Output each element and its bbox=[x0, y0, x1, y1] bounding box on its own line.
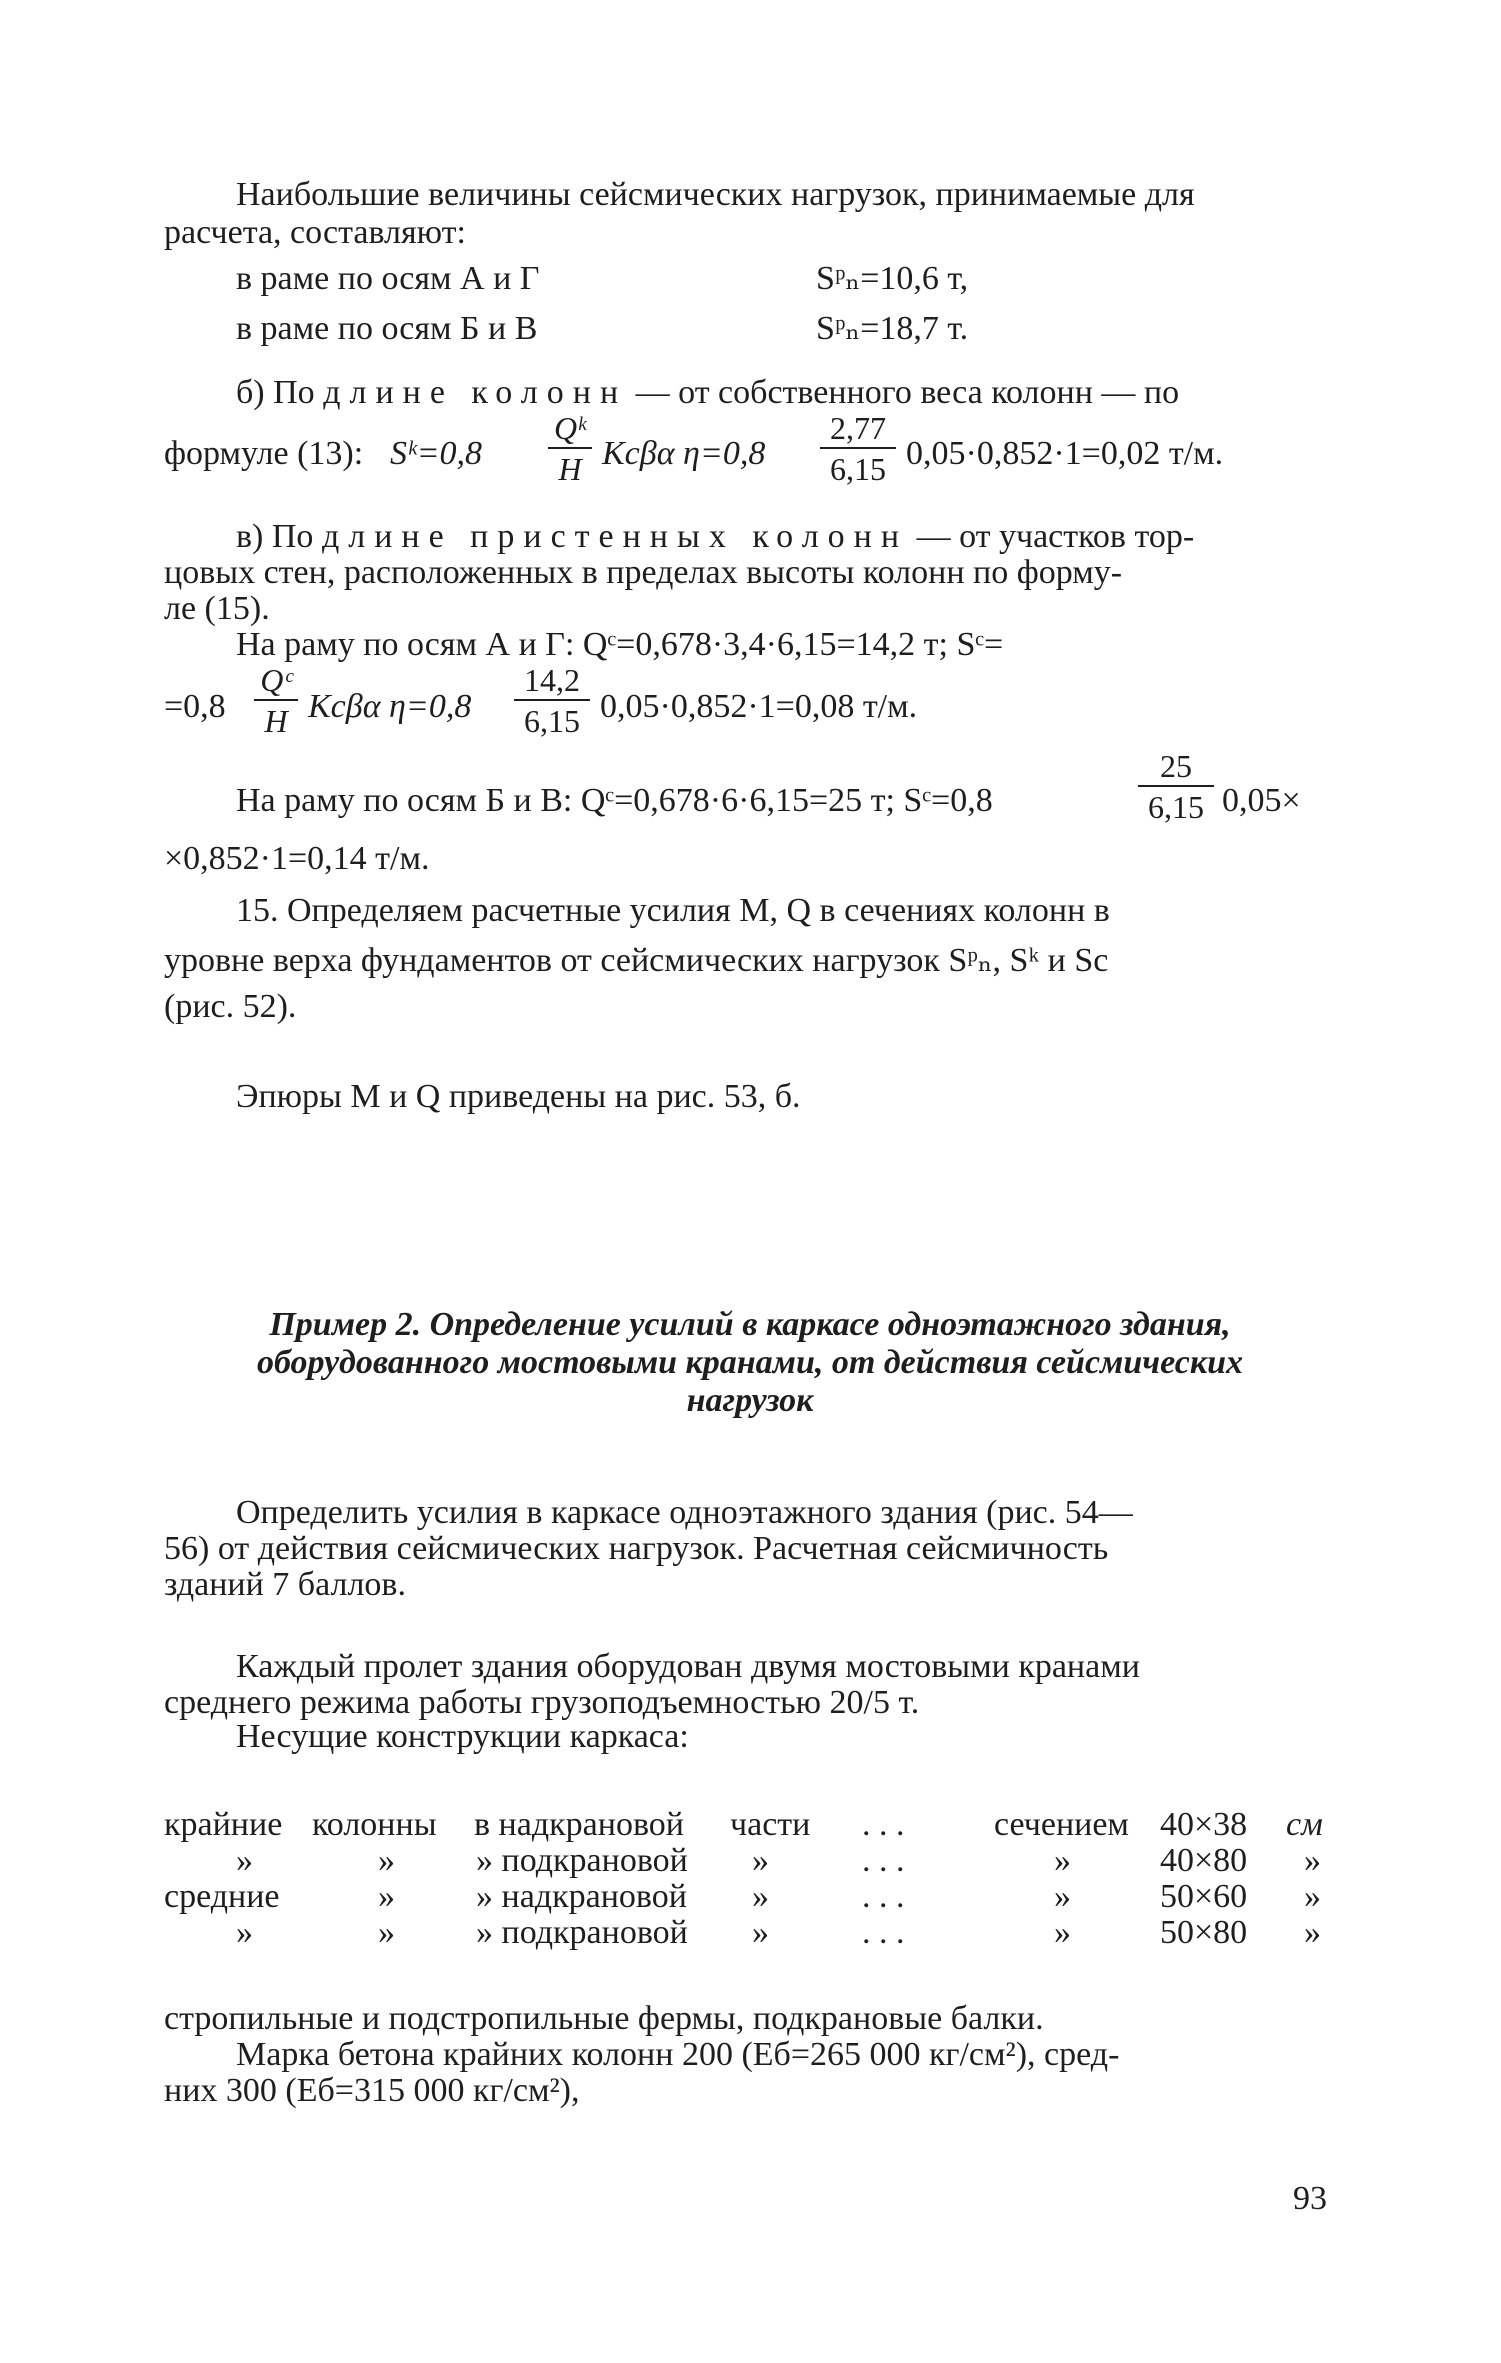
item-b-fraction-1 bbox=[548, 412, 592, 485]
item-b-formula-left: Sᵏ=0,8 bbox=[390, 435, 483, 472]
item-b-fraction-2 bbox=[820, 412, 896, 485]
item-b-formula-prefix: формуле (13): bbox=[164, 435, 364, 472]
item-v-formula-left: =0,8 bbox=[164, 688, 226, 725]
item-v-suffix: — от участков тор- bbox=[916, 518, 1195, 555]
fraction-numerator: 2,77 bbox=[820, 412, 896, 449]
fraction-numerator: Qᶜ bbox=[254, 664, 298, 701]
table-cell: » bbox=[1304, 1878, 1321, 1915]
item-v-line-2: цовых стен, расположенных в пределах высоты колонн по форму- bbox=[164, 554, 1123, 591]
fraction-denominator: H bbox=[558, 451, 582, 487]
table-cell: 50×60 bbox=[1160, 1878, 1248, 1915]
page-number: 93 bbox=[1293, 2180, 1327, 2217]
item-v-fraction-5 bbox=[1138, 750, 1214, 823]
table-cell: части bbox=[730, 1806, 811, 1843]
item-b-suffix: — от собственного веса колонн — по bbox=[635, 374, 1180, 411]
table-cell: . . . bbox=[862, 1842, 905, 1879]
table-cell: 40×80 bbox=[1160, 1842, 1248, 1879]
item-v-line-1 bbox=[236, 520, 1194, 554]
table-cell: » bbox=[378, 1878, 395, 1915]
item-b-line-1 bbox=[236, 376, 1179, 410]
closing-line-1: стропильные и подстропильные фермы, подкрановые балки. bbox=[164, 2000, 1044, 2037]
table-cell: . . . bbox=[862, 1914, 905, 1951]
item-v-prefix: в) По bbox=[236, 518, 314, 555]
table-cell: » подкрановой bbox=[476, 1914, 688, 1951]
table-cell: » подкрановой bbox=[476, 1842, 688, 1879]
item-v-fraction-4 bbox=[514, 664, 590, 737]
fraction-numerator: 14,2 bbox=[514, 664, 590, 701]
table-cell: колонны bbox=[312, 1806, 437, 1843]
item-b-spaced: длине колонн bbox=[323, 374, 628, 411]
item-b-formula-mid: Kсβα η=0,8 bbox=[602, 435, 766, 472]
table-cell: сечением bbox=[994, 1806, 1129, 1843]
table-cell: » bbox=[236, 1842, 253, 1879]
item-v-formula-right: 0,05·0,852·1=0,08 т/м. bbox=[600, 688, 918, 725]
row-bv-label: в раме по осям Б и В bbox=[236, 310, 538, 347]
fraction-denominator: 6,15 bbox=[1148, 789, 1204, 825]
item-15-line-2: уровне верха фундаментов от сейсмических нагрузок Sᵖₙ, Sᵏ и Sс bbox=[164, 942, 1109, 979]
example-heading bbox=[160, 1306, 1340, 1420]
table-cell: » bbox=[752, 1842, 769, 1879]
item-v-line-7: ×0,852·1=0,14 т/м. bbox=[164, 840, 430, 877]
table-cell: крайние bbox=[164, 1806, 283, 1843]
example-heading-line-1: Пример 2. Определение усилий в каркасе одноэтажного здания, bbox=[269, 1306, 1231, 1343]
item-v-line-6-right: 0,05× bbox=[1222, 782, 1301, 819]
para-1-line-1: Определить усилия в каркасе одноэтажного здания (рис. 54— bbox=[236, 1494, 1133, 1531]
item-v-spaced: длине пристенных колонн bbox=[321, 518, 909, 555]
table-cell: » bbox=[378, 1914, 395, 1951]
item-b-prefix: б) По bbox=[236, 374, 315, 411]
closing-line-3: них 300 (Еб=315 000 кг/см²), bbox=[164, 2072, 580, 2109]
table-cell: 40×38 bbox=[1160, 1806, 1248, 1843]
item-v-formula-mid: Kсβα η=0,8 bbox=[308, 688, 472, 725]
table-cell: » bbox=[752, 1878, 769, 1915]
table-cell: » bbox=[1304, 1842, 1321, 1879]
table-cell: . . . bbox=[862, 1806, 905, 1843]
epure-line: Эпюры М и Q приведены на рис. 53, б. bbox=[236, 1078, 801, 1115]
table-cell: » bbox=[236, 1914, 253, 1951]
table-cell: в надкрановой bbox=[474, 1806, 684, 1843]
example-heading-line-2: оборудованного мостовыми кранами, от действия сейсмических bbox=[257, 1344, 1243, 1381]
item-v-line-3: ле (15). bbox=[164, 590, 270, 627]
item-15-line-3: (рис. 52). bbox=[164, 988, 297, 1025]
fraction-numerator: 25 bbox=[1138, 750, 1214, 787]
table-cell: » bbox=[1054, 1914, 1071, 1951]
table-cell: » bbox=[378, 1842, 395, 1879]
table-cell: . . . bbox=[862, 1878, 905, 1915]
item-v-line-6: На раму по осям Б и В: Qᶜ=0,678·6·6,15=25 т; Sᶜ=0,8 bbox=[236, 782, 993, 819]
para-2-line-3: Несущие конструкции каркаса: bbox=[236, 1718, 689, 1755]
row-bv-value: Sᵖₙ=18,7 т. bbox=[816, 310, 969, 347]
table-cell: » bbox=[1054, 1878, 1071, 1915]
intro-line-1: Наибольшие величины сейсмических нагрузок, принимаемые для bbox=[236, 176, 1195, 213]
item-b-formula-right: 0,05·0,852·1=0,02 т/м. bbox=[906, 435, 1224, 472]
para-1-line-2: 56) от действия сейсмических нагрузок. Расчетная сейсмичность bbox=[164, 1530, 1109, 1567]
example-heading-line-3: нагрузок bbox=[686, 1382, 814, 1419]
row-ag-label: в раме по осям А и Г bbox=[236, 260, 540, 297]
para-1-line-3: зданий 7 баллов. bbox=[164, 1566, 406, 1603]
item-v-fraction-3 bbox=[254, 664, 298, 737]
intro-line-2: расчета, составляют: bbox=[164, 214, 466, 251]
table-cell: » надкрановой bbox=[476, 1878, 687, 1915]
table-cell: средние bbox=[164, 1878, 280, 1915]
item-15-line-1: 15. Определяем расчетные усилия М, Q в сечениях колонн в bbox=[236, 892, 1110, 929]
item-v-line-4: На раму по осям А и Г: Qᶜ=0,678·3,4·6,15=14,2 т; Sᶜ= bbox=[236, 626, 1004, 663]
para-2-line-1: Каждый пролет здания оборудован двумя мостовыми кранами bbox=[236, 1648, 1140, 1685]
table-cell: см bbox=[1286, 1806, 1323, 1843]
para-2-line-2: среднего режима работы грузоподъемностью 20/5 т. bbox=[164, 1684, 920, 1721]
fraction-denominator: H bbox=[264, 703, 288, 739]
fraction-denominator: 6,15 bbox=[830, 451, 886, 487]
table-cell: 50×80 bbox=[1160, 1914, 1248, 1951]
table-cell: » bbox=[1054, 1842, 1071, 1879]
row-ag-value: Sᵖₙ=10,6 т, bbox=[816, 260, 969, 297]
table-cell: » bbox=[752, 1914, 769, 1951]
fraction-numerator: Qᵏ bbox=[548, 412, 592, 449]
closing-line-2: Марка бетона крайних колонн 200 (Еб=265 000 кг/см²), сред- bbox=[236, 2036, 1120, 2073]
fraction-denominator: 6,15 bbox=[524, 703, 580, 739]
table-cell: » bbox=[1304, 1914, 1321, 1951]
